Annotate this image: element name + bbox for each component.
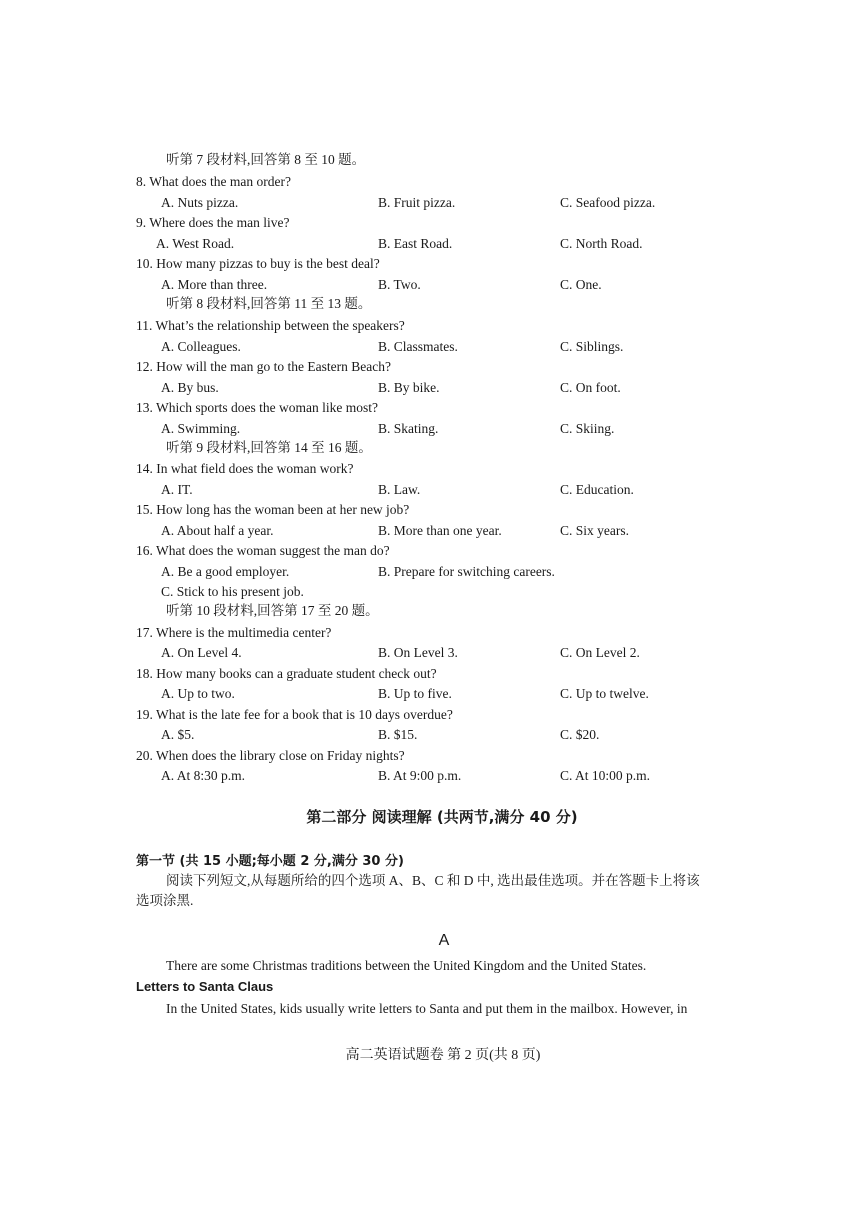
section-one-heading: 第一节 (共 15 小题;每小题 2 分,满分 30 分)	[136, 854, 404, 869]
passage-subheading: Letters to Santa Claus	[136, 979, 274, 994]
option-10c: C. One.	[560, 277, 602, 292]
reading-instruction-line-1: 阅读下列短文,从每题所给的四个选项 A、B、C 和 D 中, 选出最佳选项。并在答题卡上将该	[166, 873, 700, 888]
page-footer: 高二英语试题卷 第 2 页(共 8 页)	[345, 1048, 541, 1063]
question-10: 10. How many pizzas to buy is the best deal?	[136, 256, 380, 271]
option-9b: B. East Road.	[378, 236, 453, 251]
option-18a: A. Up to two.	[161, 686, 235, 701]
option-12c: C. On foot.	[560, 380, 621, 395]
option-16b: B. Prepare for switching careers.	[378, 564, 555, 579]
option-15b: B. More than one year.	[378, 523, 502, 538]
question-9: 9. Where does the man live?	[136, 215, 290, 230]
option-13b: B. Skating.	[378, 421, 439, 436]
option-8c: C. Seafood pizza.	[560, 195, 656, 210]
passage-letter: A	[438, 932, 450, 949]
option-10b: B. Two.	[378, 277, 421, 292]
option-17c: C. On Level 2.	[560, 645, 640, 660]
option-12a: A. By bus.	[161, 380, 219, 395]
question-13: 13. Which sports does the woman like most?	[136, 400, 378, 415]
option-15a: A. About half a year.	[161, 523, 274, 538]
question-17: 17. Where is the multimedia center?	[136, 625, 332, 640]
group-instruction-9: 听第 9 段材料,回答第 14 至 16 题。	[166, 440, 372, 455]
reading-instruction-line-2: 选项涂黑.	[136, 893, 194, 908]
option-11a: A. Colleagues.	[161, 339, 241, 354]
option-16c: C. Stick to his present job.	[161, 584, 304, 599]
option-19b: B. $15.	[378, 727, 418, 742]
group-instruction-8: 听第 8 段材料,回答第 11 至 13 题。	[166, 296, 372, 311]
option-20b: B. At 9:00 p.m.	[378, 768, 462, 783]
option-14c: C. Education.	[560, 482, 634, 497]
option-19c: C. $20.	[560, 727, 600, 742]
group-instruction-10: 听第 10 段材料,回答第 17 至 20 题。	[166, 603, 379, 618]
option-13a: A. Swimming.	[161, 421, 241, 436]
question-18: 18. How many books can a graduate student check out?	[136, 666, 437, 681]
option-14a: A. IT.	[161, 482, 193, 497]
option-8a: A. Nuts pizza.	[161, 195, 239, 210]
option-18b: B. Up to five.	[378, 686, 452, 701]
question-19: 19. What is the late fee for a book that is 10 days overdue?	[136, 707, 453, 722]
option-18c: C. Up to twelve.	[560, 686, 649, 701]
question-12: 12. How will the man go to the Eastern Beach?	[136, 359, 391, 374]
option-12b: B. By bike.	[378, 380, 440, 395]
option-20a: A. At 8:30 p.m.	[161, 768, 246, 783]
option-14b: B. Law.	[378, 482, 421, 497]
option-15c: C. Six years.	[560, 523, 629, 538]
question-11: 11. What’s the relationship between the speakers?	[136, 318, 405, 333]
option-8b: B. Fruit pizza.	[378, 195, 456, 210]
passage-paragraph: In the United States, kids usually write letters to Santa and put them in the mailbox. However, in	[166, 1001, 688, 1016]
option-16a: A. Be a good employer.	[161, 564, 290, 579]
part-two-title: 第二部分 阅读理解 (共两节,满分 40 分)	[306, 808, 578, 826]
question-15: 15. How long has the woman been at her new job?	[136, 502, 410, 517]
question-20: 20. When does the library close on Friday nights?	[136, 748, 405, 763]
option-13c: C. Skiing.	[560, 421, 615, 436]
question-8: 8. What does the man order?	[136, 174, 291, 189]
option-11b: B. Classmates.	[378, 339, 458, 354]
option-19a: A. $5.	[161, 727, 195, 742]
option-9c: C. North Road.	[560, 236, 643, 251]
question-14: 14. In what field does the woman work?	[136, 461, 354, 476]
option-20c: C. At 10:00 p.m.	[560, 768, 651, 783]
option-9a: A. West Road.	[156, 236, 235, 251]
option-17b: B. On Level 3.	[378, 645, 458, 660]
passage-intro: There are some Christmas traditions between the United Kingdom and the United States.	[166, 958, 647, 973]
option-10a: A. More than three.	[161, 277, 268, 292]
option-17a: A. On Level 4.	[161, 645, 242, 660]
option-11c: C. Siblings.	[560, 339, 624, 354]
question-16: 16. What does the woman suggest the man do?	[136, 543, 390, 558]
group-instruction-7: 听第 7 段材料,回答第 8 至 10 题。	[166, 152, 366, 167]
